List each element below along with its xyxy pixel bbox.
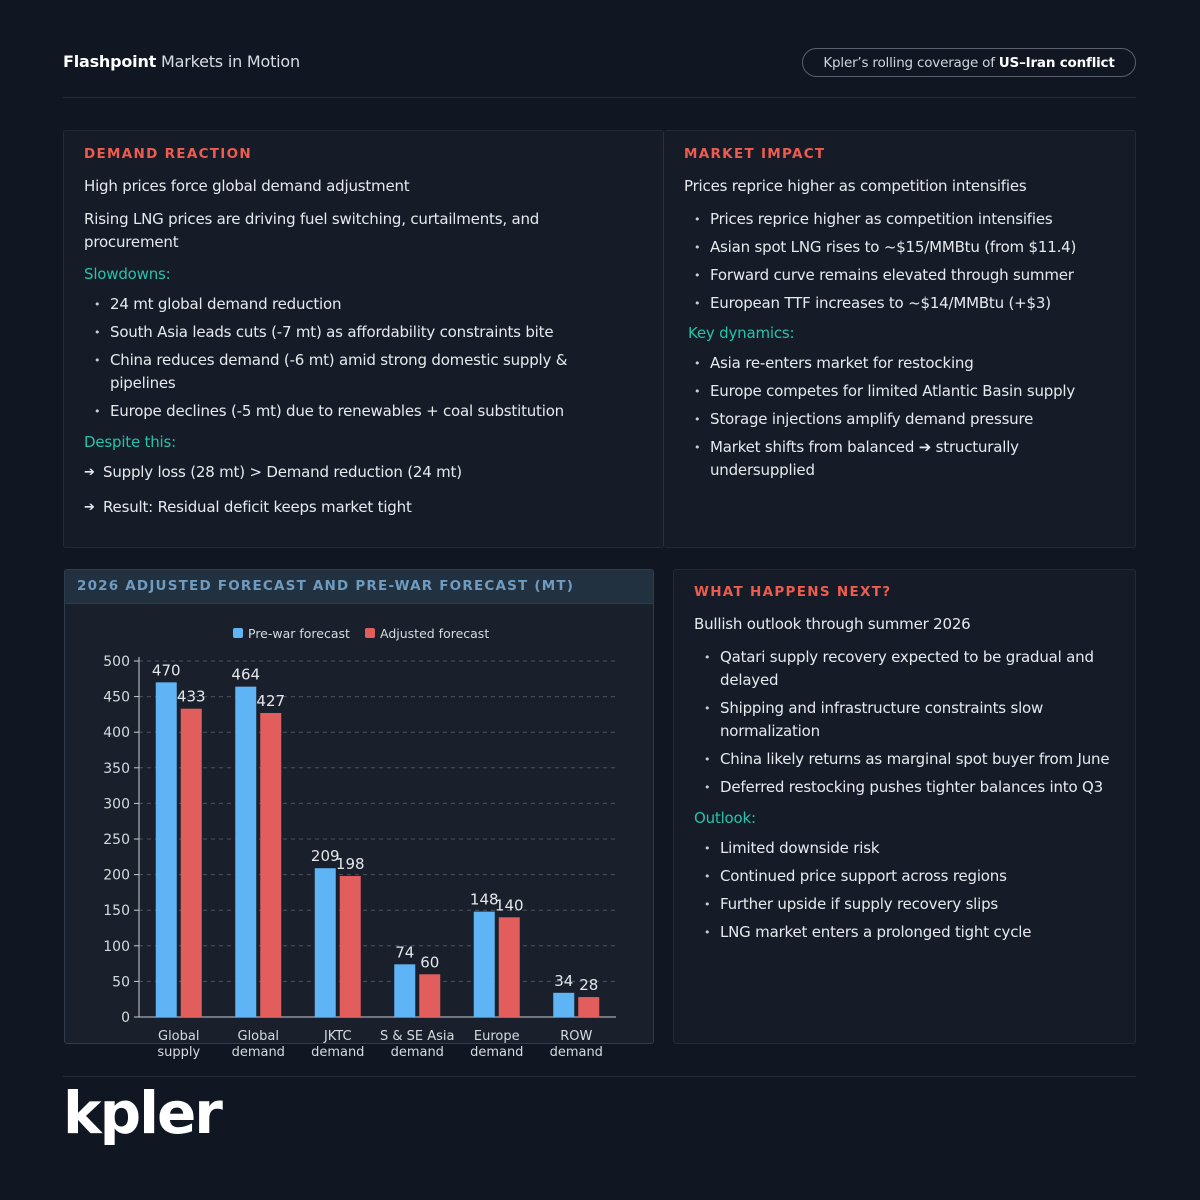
legend-label: Pre-war forecast (248, 626, 350, 641)
brand-subtitle: Markets in Motion (156, 52, 300, 71)
arrow-item (84, 496, 644, 519)
market-bullet-item: • Forward curve remains elevated through summer (684, 264, 1114, 287)
outlook-list (694, 837, 1124, 944)
demand-lead: High prices force global demand adjustment (84, 177, 410, 195)
outlook-item: • Further upside if supply recovery slips (694, 893, 1124, 916)
slowdowns-label: Slowdowns: (84, 265, 171, 283)
arrow-item-text: Supply loss (28 mt) > Demand reduction (24 mt) (103, 463, 462, 481)
dynamics-item: • Asia re-enters market for restocking (684, 352, 1104, 375)
data-label: 34 (554, 971, 574, 990)
data-label: 433 (176, 687, 206, 706)
demand-reaction-panel (63, 130, 664, 548)
x-tick-label: Global (158, 1029, 200, 1044)
slowdowns-list (84, 293, 604, 423)
brand-title (63, 52, 300, 71)
y-tick-label: 450 (103, 689, 130, 706)
y-tick-label: 350 (103, 760, 130, 777)
legend-label: Adjusted forecast (380, 626, 490, 641)
x-tick-label: demand (311, 1045, 365, 1060)
bar-adjusted (499, 917, 520, 1017)
next-bullet-item: • Deferred restocking pushes tighter balances into Q3 (694, 776, 1114, 799)
x-tick-label: ROW (560, 1029, 593, 1044)
bar-adjusted (181, 709, 202, 1017)
data-label: 74 (395, 943, 415, 962)
y-tick-label: 500 (103, 654, 130, 670)
x-tick-label: S & SE Asia (380, 1029, 455, 1044)
market-impact-panel (664, 130, 1136, 548)
data-label: 470 (151, 661, 181, 680)
kpler-logo: kpler (63, 1079, 221, 1147)
arrow-icon: ➔ (84, 500, 95, 515)
y-tick-label: 400 (103, 725, 130, 742)
bar-prewar (235, 687, 256, 1017)
arrow-item (84, 461, 644, 484)
market-bullet-item: • Prices reprice higher as competition intensifies (684, 208, 1114, 231)
key-dynamics-label: Key dynamics: (688, 324, 795, 342)
market-title: MARKET IMPACT (684, 146, 826, 162)
chart-title: 2026 ADJUSTED FORECAST AND PRE-WAR FORECAST (MT) (77, 578, 575, 594)
legend-swatch (233, 628, 243, 638)
slowdown-item: • China reduces demand (-6 mt) amid strong domestic supply & pipelines (84, 349, 604, 395)
data-label: 28 (579, 976, 599, 995)
x-tick-label: supply (157, 1045, 201, 1060)
outlook-label: Outlook: (694, 809, 756, 827)
what-happens-next-panel (673, 569, 1136, 1044)
chart-header (65, 570, 653, 604)
data-label: 209 (310, 847, 340, 866)
y-tick-label: 50 (112, 974, 130, 991)
market-bullet-item: • European TTF increases to ~$14/MMBtu (+$3) (684, 292, 1114, 315)
demand-title: DEMAND REACTION (84, 146, 252, 162)
outlook-item: • Continued price support across regions (694, 865, 1124, 888)
forecast-chart-panel (64, 569, 654, 1060)
data-label: 140 (494, 896, 524, 915)
data-label: 60 (420, 953, 440, 972)
slowdown-item: • Europe declines (-5 mt) due to renewables + coal substitution (84, 400, 604, 423)
bar-adjusted (340, 876, 361, 1017)
header-divider (63, 97, 1136, 98)
coverage-pill-text: Kpler’s rolling coverage of (823, 54, 995, 71)
bar-prewar (553, 993, 574, 1017)
y-tick-label: 250 (103, 832, 130, 848)
bar-prewar (474, 912, 495, 1017)
bar-prewar (394, 964, 415, 1017)
dynamics-item: • Europe competes for limited Atlantic Basin supply (684, 380, 1104, 403)
demand-description: Rising LNG prices are driving fuel switching, curtailments, and procurement (84, 210, 540, 251)
page-header (63, 48, 1136, 78)
x-tick-label: Europe (473, 1029, 520, 1044)
dynamics-item: • Market shifts from balanced ➔ structurally undersupplied (684, 436, 1104, 482)
outlook-item: • LNG market enters a prolonged tight cycle (694, 921, 1124, 944)
brand-bold: Flashpoint (63, 52, 157, 71)
key-dynamics-list (684, 352, 1104, 482)
y-tick-label: 300 (103, 796, 130, 813)
market-bullet-item: • Asian spot LNG rises to ~$15/MMBtu (from $11.4) (684, 236, 1114, 259)
coverage-pill (802, 48, 1136, 77)
bar-adjusted (260, 713, 281, 1017)
y-tick-label: 100 (103, 938, 130, 955)
slowdown-item: • South Asia leads cuts (-7 mt) as affordability constraints bite (84, 321, 604, 344)
footer-divider (63, 1076, 1136, 1077)
next-bullet-item: • Shipping and infrastructure constraints slow normalization (694, 697, 1114, 743)
x-tick-label: JKTC (323, 1029, 352, 1044)
next-bullet-item: • Qatari supply recovery expected to be gradual and delayed (694, 646, 1114, 692)
y-tick-label: 0 (121, 1010, 130, 1026)
coverage-pill-topic: US–Iran conflict (998, 54, 1115, 71)
x-tick-label: demand (470, 1045, 524, 1060)
slowdown-item: • 24 mt global demand reduction (84, 293, 604, 316)
y-tick-label: 150 (103, 903, 130, 920)
x-tick-label: Global (237, 1029, 279, 1044)
y-tick-label: 200 (103, 867, 130, 884)
bar-adjusted (419, 974, 440, 1017)
market-bullets (684, 208, 1114, 315)
next-title: WHAT HAPPENS NEXT? (694, 584, 892, 600)
data-label: 427 (256, 691, 286, 710)
bar-adjusted (578, 997, 599, 1017)
dynamics-item: • Storage injections amplify demand pressure (684, 408, 1104, 431)
x-tick-label: demand (390, 1045, 444, 1060)
x-tick-label: demand (231, 1045, 285, 1060)
data-label: 148 (469, 890, 499, 909)
arrow-icon: ➔ (84, 465, 95, 480)
next-bullet-item: • China likely returns as marginal spot buyer from June (694, 748, 1114, 771)
arrow-item-text: Result: Residual deficit keeps market tight (103, 498, 412, 516)
x-tick-label: demand (549, 1045, 603, 1060)
bar-prewar (315, 868, 336, 1017)
data-label: 198 (335, 855, 365, 874)
bar-prewar (156, 682, 177, 1017)
despite-label: Despite this: (84, 433, 176, 451)
next-bullets (694, 646, 1114, 799)
outlook-item: • Limited downside risk (694, 837, 1124, 860)
market-lead: Prices reprice higher as competition intensifies (684, 177, 1027, 195)
data-label: 464 (231, 665, 261, 684)
forecast-bar-chart (65, 604, 653, 1060)
legend-swatch (365, 628, 375, 638)
next-lead: Bullish outlook through summer 2026 (694, 615, 971, 633)
